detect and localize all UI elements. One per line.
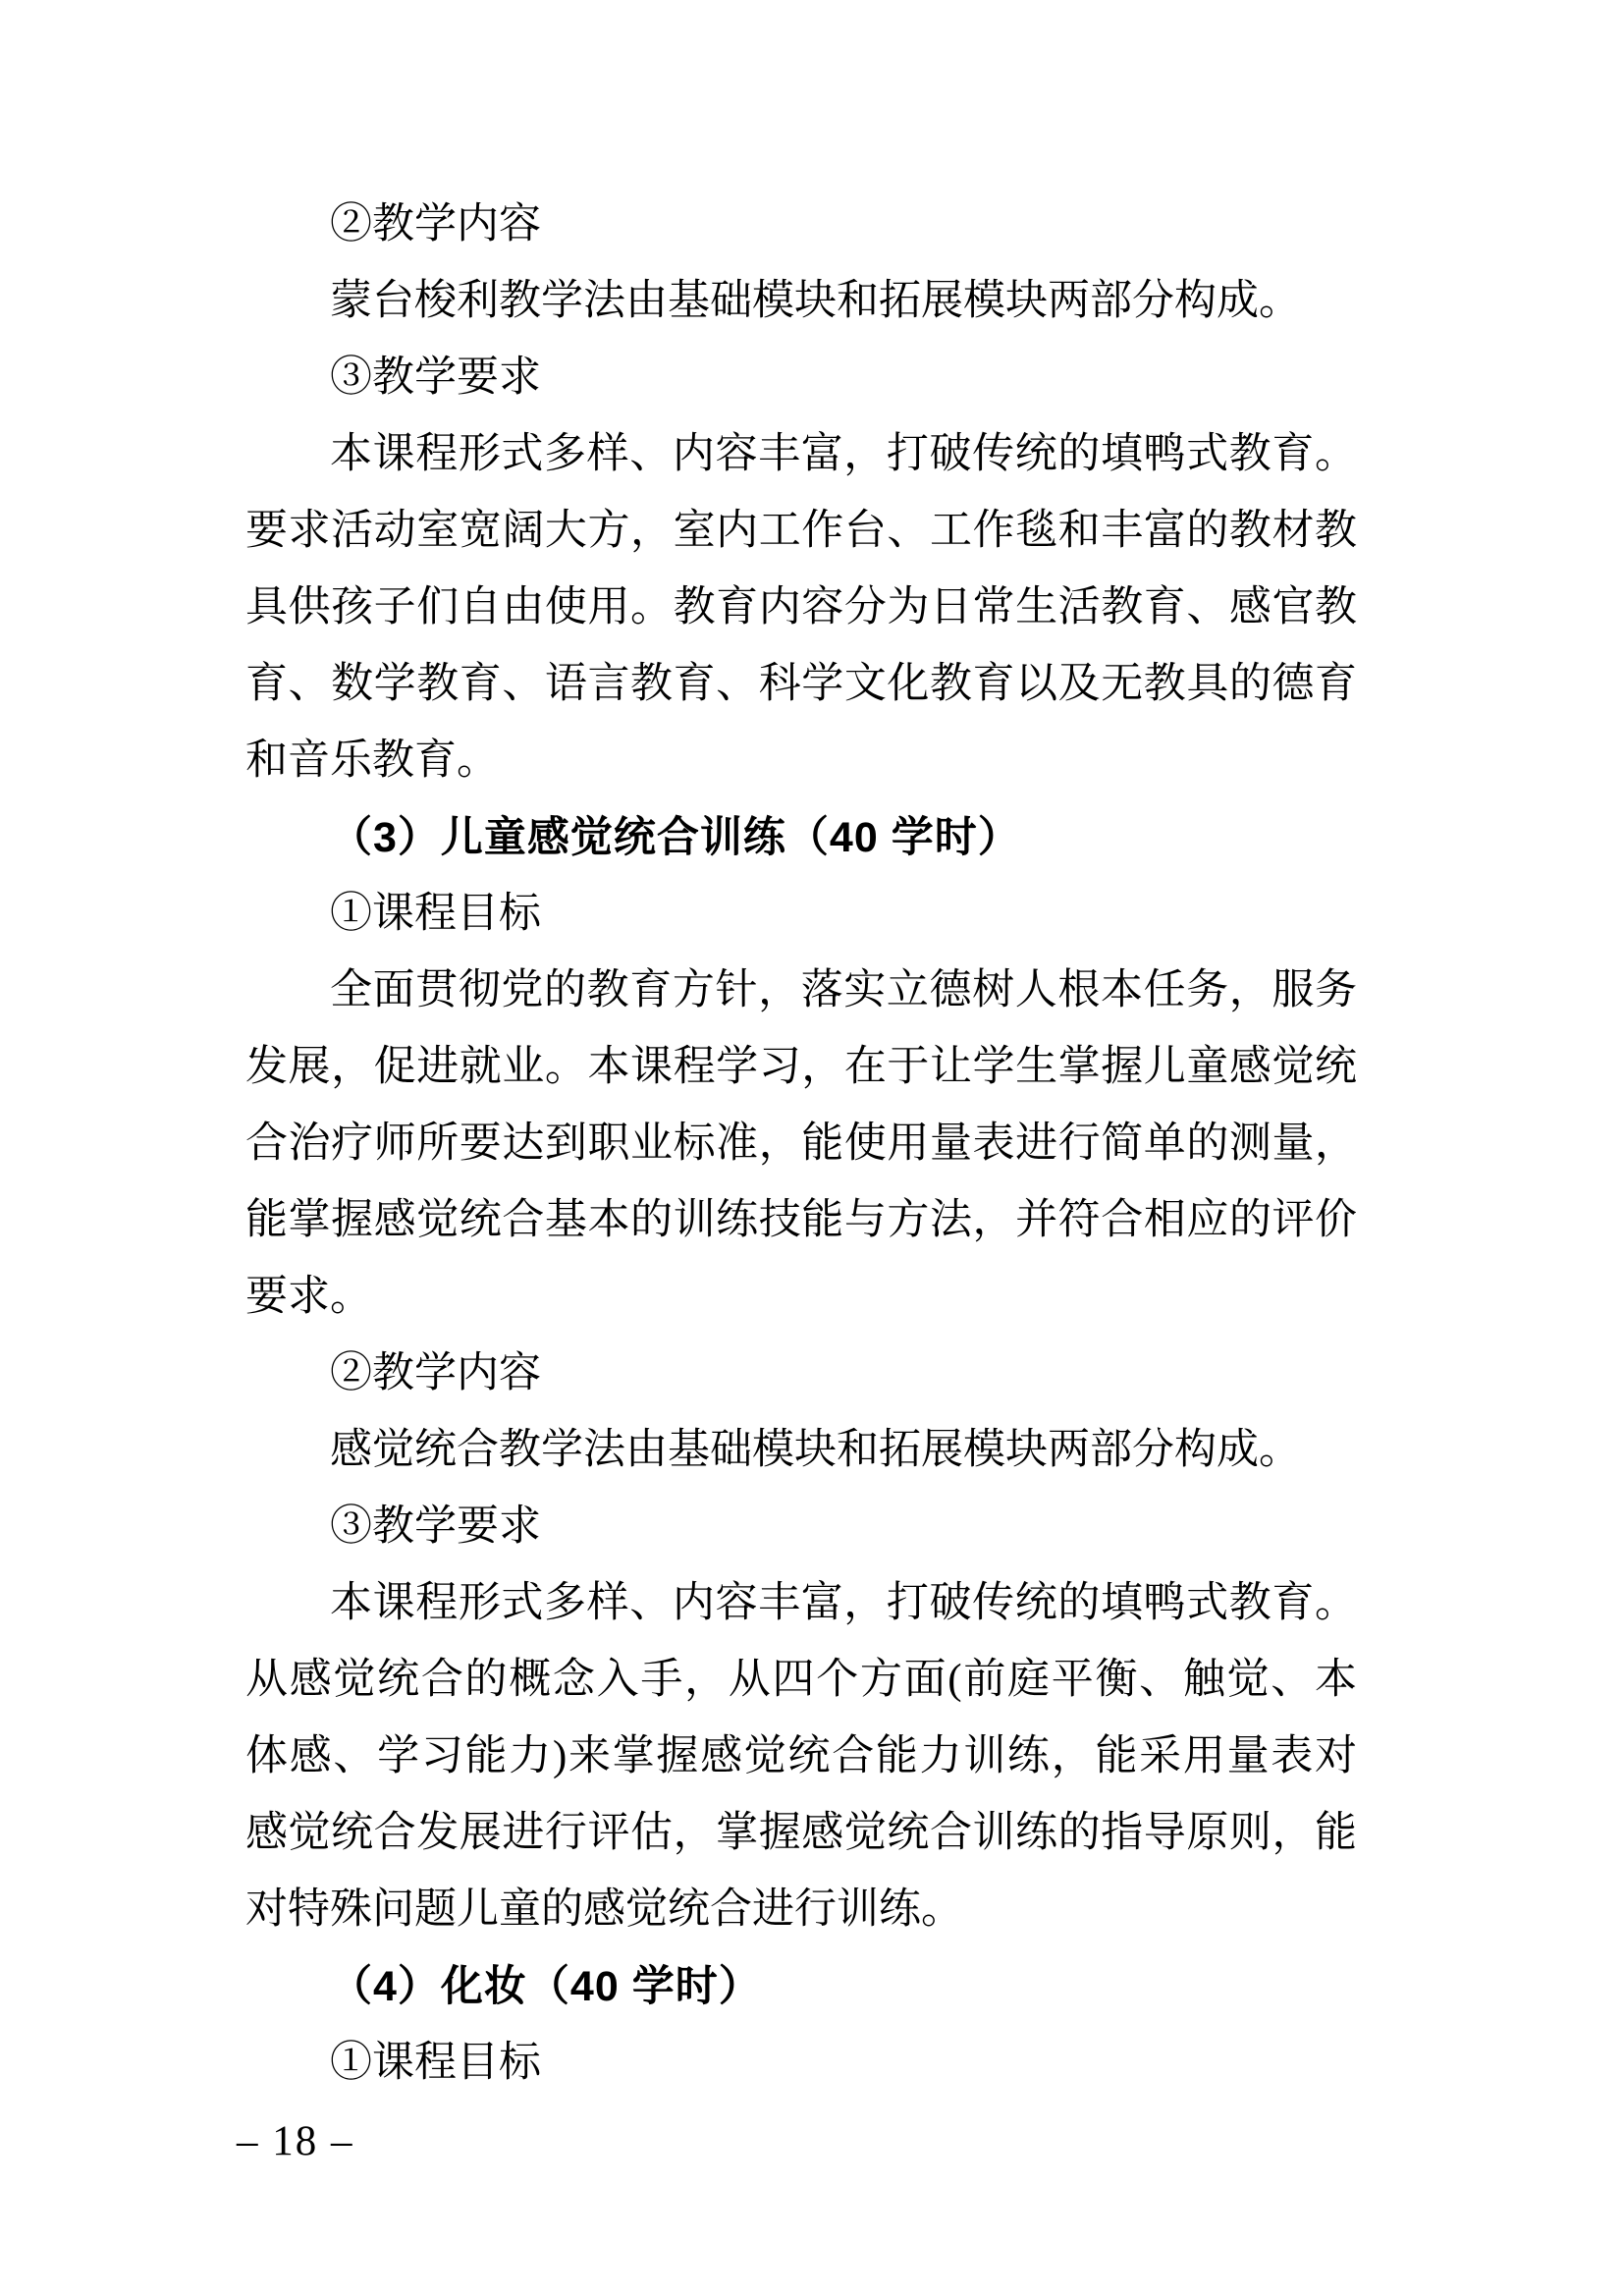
item-label-course-goal: ①课程目标 [330,2040,541,2086]
item-label-course-goal: ①课程目标 [330,891,541,937]
text-line: 蒙台梭利教学法由基础模块和拓展模块两部分构成。 [330,278,1301,324]
text-line: 要求活动室宽阔大方，室内工作台、工作毯和丰富的教材教 [245,508,1357,554]
text-line: 发展，促进就业。本课程学习，在于让学生掌握儿童感觉统 [245,1044,1357,1090]
document-body [245,187,1357,2102]
section-heading-3: （3）儿童感觉统合训练（40 学时） [330,814,1021,861]
text-line: 对特殊问题儿童的感觉统合进行训练。 [245,1886,963,1933]
text-line: 本课程形式多样、内容丰富，打破传统的填鸭式教育。 [330,431,1357,477]
text-line: 要求。 [245,1274,372,1320]
text-line: 从感觉统合的概念入手，从四个方面(前庭平衡、触觉、本 [245,1657,1357,1703]
item-label-teaching-content: ②教学内容 [330,1350,541,1396]
text-line: 能掌握感觉统合基本的训练技能与方法，并符合相应的评价 [245,1197,1357,1243]
text-line: 本课程形式多样、内容丰富，打破传统的填鸭式教育。 [330,1580,1357,1626]
text-line: 体感、学习能力)来掌握感觉统合能力训练，能采用量表对 [245,1733,1357,1779]
item-label-teaching-require: ③教学要求 [330,1503,541,1550]
item-label-teaching-require: ③教学要求 [330,355,541,401]
text-line: 全面贯彻党的教育方针，落实立德树人根本任务，服务 [330,967,1357,1013]
text-line: 感觉统合发展进行评估，掌握感觉统合训练的指导原则，能 [245,1810,1357,1856]
text-line: 育、数学教育、语言教育、科学文化教育以及无教具的德育 [245,661,1357,707]
text-line: 合治疗师所要达到职业标准，能使用量表进行简单的测量， [245,1121,1357,1167]
item-label-teaching-content: ②教学内容 [330,201,541,247]
text-line: 感觉统合教学法由基础模块和拓展模块两部分构成。 [330,1427,1301,1473]
section-heading-4: （4）化妆（40 学时） [330,1963,762,2010]
page-number: – 18 – [237,2118,354,2164]
text-line: 和音乐教育。 [245,738,499,784]
text-line: 具供孩子们自由使用。教育内容分为日常生活教育、感官教 [245,584,1357,630]
